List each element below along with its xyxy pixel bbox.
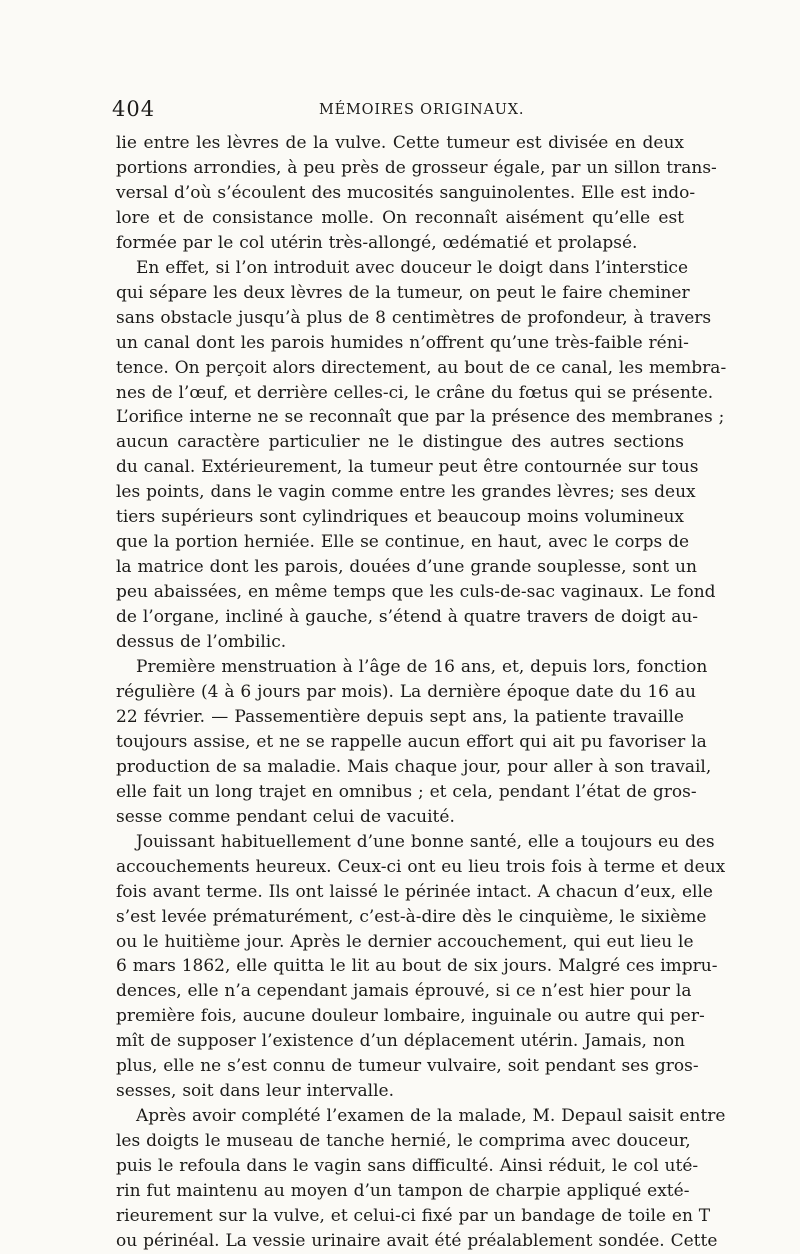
text-line: accouchements heureux. Ceux-ci ont eu lieu trois fois à terme et deux [116,856,726,877]
text-line: Première menstruation à l’âge de 16 ans, et, depuis lors, fonction [136,657,708,678]
text-line: s’est levée prématurément, c’est-à-dire dès le cinquième, le sixième [116,906,707,927]
text-line: L’orifice interne ne se reconnaît que par la présence des membranes ; [116,407,725,428]
text-line: dessus de l’ombilic. [116,632,287,653]
text-line: du canal. Extérieurement, la tumeur peut être contournée sur tous [116,457,699,478]
text-line: ou le huitième jour. Après le dernier accouchement, qui eut lieu le [116,931,694,952]
text-line: peu abaissées, en même temps que les culs-de-sac vaginaux. Le fond [116,582,716,603]
text-line: portions arrondies, à peu près de grosseur égale, par un sillon trans- [116,157,717,178]
text-line: rieurement sur la vulve, et celui-ci fixé par un bandage de toile en T [116,1205,711,1226]
text-line: la matrice dont les parois, douées d’une grande souplesse, sont un [116,557,697,578]
text-line: puis le refoula dans le vagin sans difficulté. Ainsi réduit, le col uté- [116,1156,699,1177]
page-header [112,97,684,127]
text-line: dences, elle n’a cependant jamais éprouvé, si ce n’est hier pour la [116,981,692,1002]
text-line: qui sépare les deux lèvres de la tumeur, on peut le faire cheminer [116,282,690,303]
text-line: plus, elle ne s’est connu de tumeur vulvaire, soit pendant ses gros- [116,1056,699,1077]
paragraph [116,830,726,1104]
text-line: les doigts le museau de tanche hernié, le comprima avec douceur, [116,1131,691,1152]
text-line: Jouissant habituellement d’une bonne santé, elle a toujours eu des [136,831,715,852]
text-line: régulière (4 à 6 jours par mois). La dernière époque date du 16 au [116,681,696,702]
paragraph [116,655,712,830]
text-line: aucun caractère particulier ne le distingue des autres sections [116,432,684,453]
text-line: Après avoir complété l’examen de la malade, M. Depaul saisit entre [136,1106,726,1127]
text-line: versal d’où s’écoulent des mucosités sanguinolentes. Elle est indo- [116,182,696,203]
running-head: MÉMOIRES ORIGINAUX. [319,102,525,118]
text-line: rin fut maintenu au moyen d’un tampon de charpie appliqué exté- [116,1181,690,1202]
text-line: En effet, si l’on introduit avec douceur le doigt dans l’interstice [136,257,689,278]
text-line: 6 mars 1862, elle quitta le lit au bout de six jours. Malgré ces impru- [116,956,718,977]
body-text [116,131,727,1254]
text-line: les points, dans le vagin comme entre les grandes lèvres; ses deux [116,482,696,503]
text-line: de l’organe, incliné à gauche, s’étend à quatre travers de doigt au- [116,607,699,628]
text-line: production de sa maladie. Mais chaque jour, pour aller à son travail, [116,756,712,777]
text-line: sesse comme pendant celui de vacuité. [116,806,455,827]
text-line: fois avant terme. Ils ont laissé le périnée intact. A chacun d’eux, elle [116,881,713,902]
text-line: 22 février. — Passementière depuis sept ans, la patiente travaille [116,706,684,727]
text-line: lie entre les lèvres de la vulve. Cette tumeur est divisée en deux [116,133,684,153]
text-line: un canal dont les parois humides n’offrent qu’une très-faible réni- [116,332,689,353]
text-line: tiers supérieurs sont cylindriques et beaucoup moins volumineux [116,507,684,528]
paragraph [116,256,727,655]
text-line: sans obstacle jusqu’à plus de 8 centimètres de profondeur, à travers [116,307,712,328]
page-number: 404 [112,97,156,121]
text-line: que la portion herniée. Elle se continue, en haut, avec le corps de [116,532,690,553]
text-line: elle fait un long trajet en omnibus ; et cela, pendant l’état de gros- [116,781,697,802]
text-line: sesses, soit dans leur intervalle. [116,1081,395,1102]
text-line: mît de supposer l’existence d’un déplacement utérin. Jamais, non [116,1031,686,1052]
text-line: tence. On perçoit alors directement, au bout de ce canal, les membra- [116,357,727,378]
text-line: première fois, aucune douleur lombaire, inguinale ou autre qui per- [116,1006,705,1027]
paragraph [116,1104,726,1254]
text-line: formée par le col utérin très-allongé, œdématié et prolapsé. [116,232,638,253]
text-line: lore et de consistance molle. On reconnaît aisément qu’elle est [116,207,684,228]
text-line: ou périnéal. La vessie urinaire avait été préalablement sondée. Cette [116,1230,718,1251]
text-line: nes de l’œuf, et derrière celles-ci, le crâne du fœtus qui se présente. [116,382,714,403]
paragraph [116,131,717,256]
text-line: toujours assise, et ne se rappelle aucun effort qui ait pu favoriser la [116,731,707,752]
